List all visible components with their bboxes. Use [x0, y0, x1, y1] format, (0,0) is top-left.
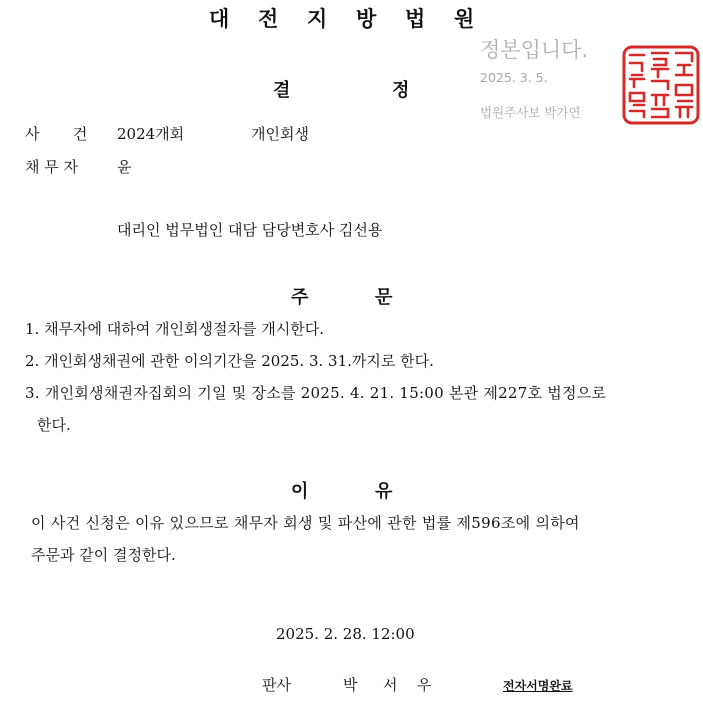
- court-char: 전: [258, 7, 279, 31]
- judge-name-char: 우: [417, 676, 432, 694]
- debtor-label: 채 무 자: [25, 158, 79, 176]
- case-type: 개인회생: [251, 125, 309, 143]
- judge-title: 판사: [262, 676, 291, 694]
- order-item: 3. 개인회생채권자집회의 기일 및 장소를 2025. 4. 21. 15:00 본관 제227호 법정으로: [25, 384, 607, 402]
- order-item-continued: 한다.: [37, 416, 71, 434]
- certified-clerk: 법원주사보 박가연: [480, 105, 581, 120]
- title-char-1: 결: [273, 80, 291, 101]
- order-heading-char-1: 주: [291, 287, 309, 308]
- court-char: 지: [307, 7, 328, 31]
- court-seal-icon: [622, 45, 700, 125]
- order-heading-char-2: 문: [375, 287, 393, 308]
- reason-heading-char-2: 유: [375, 481, 393, 502]
- court-char: 대: [209, 7, 230, 31]
- judge-name-char: 박: [343, 676, 358, 694]
- electronic-signature-label: 전자서명완료: [503, 679, 573, 693]
- order-item: 2. 개인회생채권에 관한 이의기간을 2025. 3. 31.까지로 한다.: [25, 352, 434, 370]
- court-char: 방: [356, 7, 377, 31]
- reason-heading-char-1: 이: [291, 481, 309, 502]
- agent-line: 대리인 법무법인 대담 담당변호사 김선용: [117, 221, 383, 239]
- court-name: [209, 3, 503, 33]
- title-char-2: 정: [392, 80, 410, 101]
- certified-date: 2025. 3. 5.: [480, 70, 548, 85]
- debtor-name: 윤: [117, 158, 132, 176]
- case-number: 2024개회: [117, 125, 185, 143]
- reason-line-2: 주문과 같이 결정한다.: [31, 546, 176, 564]
- reason-line-1: 이 사건 신청은 이유 있으므로 채무자 회생 및 파산에 관한 법률 제596조에 의하여: [31, 514, 580, 532]
- certified-copy-text: 정본입니다.: [480, 38, 589, 62]
- decision-date: 2025. 2. 28. 12:00: [276, 625, 415, 643]
- judge-name-char: 서: [383, 676, 398, 694]
- order-item: 1. 채무자에 대하여 개인회생절차를 개시한다.: [25, 320, 324, 338]
- case-label: 사 건: [25, 125, 88, 143]
- court-char: 원: [454, 7, 475, 31]
- court-char: 법: [405, 7, 426, 31]
